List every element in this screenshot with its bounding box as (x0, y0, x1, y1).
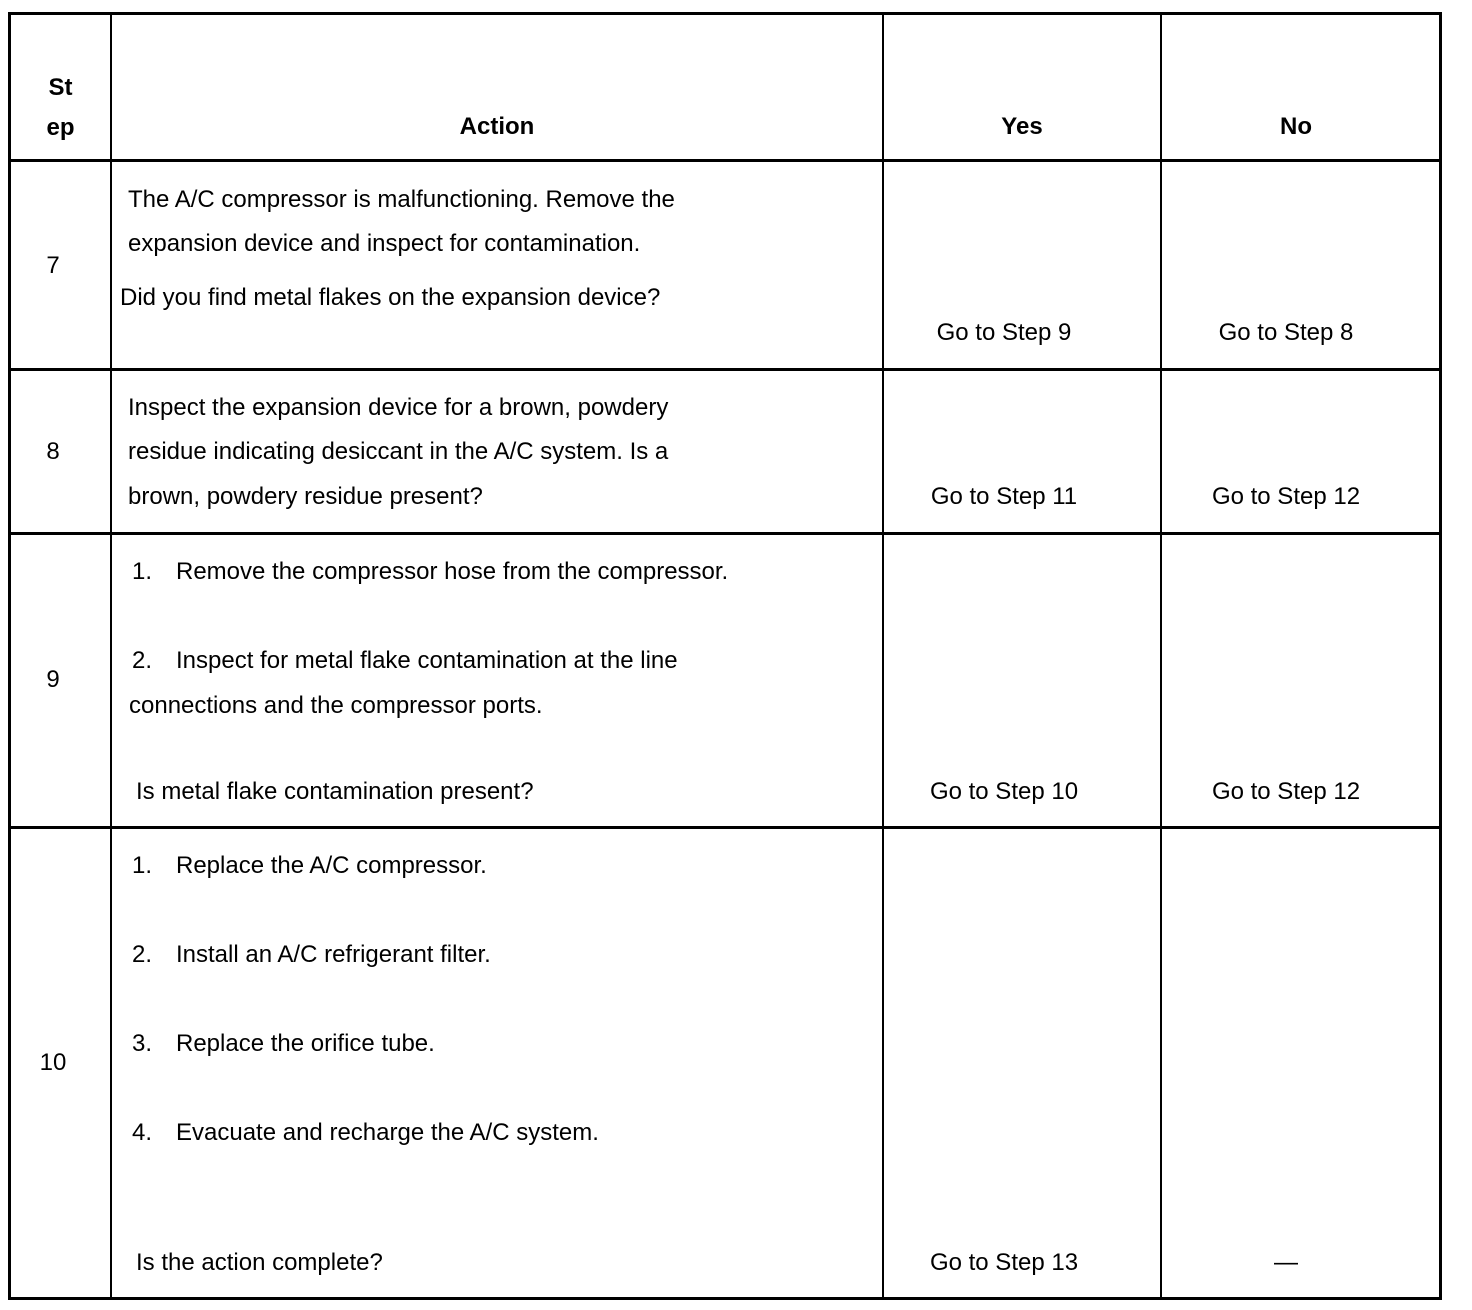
list-item (132, 558, 728, 586)
yes-result-10: Go to Step 13 (929, 1249, 1079, 1276)
action-line: Inspect the expansion device for a brown, powdery (128, 394, 669, 421)
list-item-text: Inspect for metal flake contamination at the line (176, 647, 678, 674)
list-item (132, 941, 491, 969)
no-result-9: Go to Step 12 (1211, 778, 1361, 805)
row-divider-8 (8, 532, 1442, 535)
list-item-text: Install an A/C refrigerant filter. (176, 941, 491, 968)
no-result-10: — (1274, 1249, 1298, 1276)
list-item-number: 4. (132, 1119, 153, 1146)
no-result-8: Go to Step 12 (1211, 483, 1361, 510)
list-item (132, 1119, 599, 1147)
list-item (132, 647, 678, 675)
header-yes: Yes (1001, 113, 1043, 140)
header-action: Action (459, 113, 535, 140)
action-question: brown, powdery residue present? (128, 483, 483, 510)
list-item (132, 852, 487, 880)
column-divider-yes (1160, 12, 1162, 1300)
action-line: expansion device and inspect for contamination. (128, 230, 641, 257)
step-number-10: 10 (39, 1049, 67, 1076)
header-step-cell (11, 74, 110, 142)
step-number-7: 7 (46, 252, 60, 279)
step-number-8: 8 (46, 438, 60, 465)
no-result-7: Go to Step 8 (1218, 319, 1354, 346)
column-divider-action (882, 12, 884, 1300)
row-divider-9 (8, 826, 1442, 829)
list-item-continuation: connections and the compressor ports. (129, 692, 543, 719)
yes-result-8: Go to Step 11 (930, 483, 1078, 510)
row-divider-header (8, 159, 1442, 162)
list-item-number: 2. (132, 941, 153, 968)
action-question: Is the action complete? (136, 1249, 383, 1276)
list-item-number: 1. (132, 558, 153, 585)
list-item (132, 1030, 435, 1058)
column-divider-step (110, 12, 112, 1300)
header-no: No (1280, 113, 1312, 140)
list-item-text: Replace the A/C compressor. (176, 852, 487, 879)
list-item-number: 2. (132, 647, 153, 674)
action-line: The A/C compressor is malfunctioning. Remove the (128, 186, 675, 213)
action-question: Is metal flake contamination present? (136, 778, 534, 805)
list-item-text: Evacuate and recharge the A/C system. (176, 1119, 599, 1146)
list-item-number: 1. (132, 852, 153, 879)
yes-result-7: Go to Step 9 (936, 319, 1072, 346)
header-step-line1: St (48, 74, 73, 101)
list-item-text: Remove the compressor hose from the compressor. (176, 558, 729, 585)
yes-result-9: Go to Step 10 (929, 778, 1079, 805)
action-line: residue indicating desiccant in the A/C system. Is a (128, 438, 669, 465)
step-number-9: 9 (46, 666, 60, 693)
list-item-number: 3. (132, 1030, 153, 1057)
action-question: Did you find metal flakes on the expansion device? (120, 284, 661, 311)
list-item-text: Replace the orifice tube. (176, 1030, 435, 1057)
header-step-line2: ep (46, 114, 75, 141)
row-divider-7 (8, 368, 1442, 371)
